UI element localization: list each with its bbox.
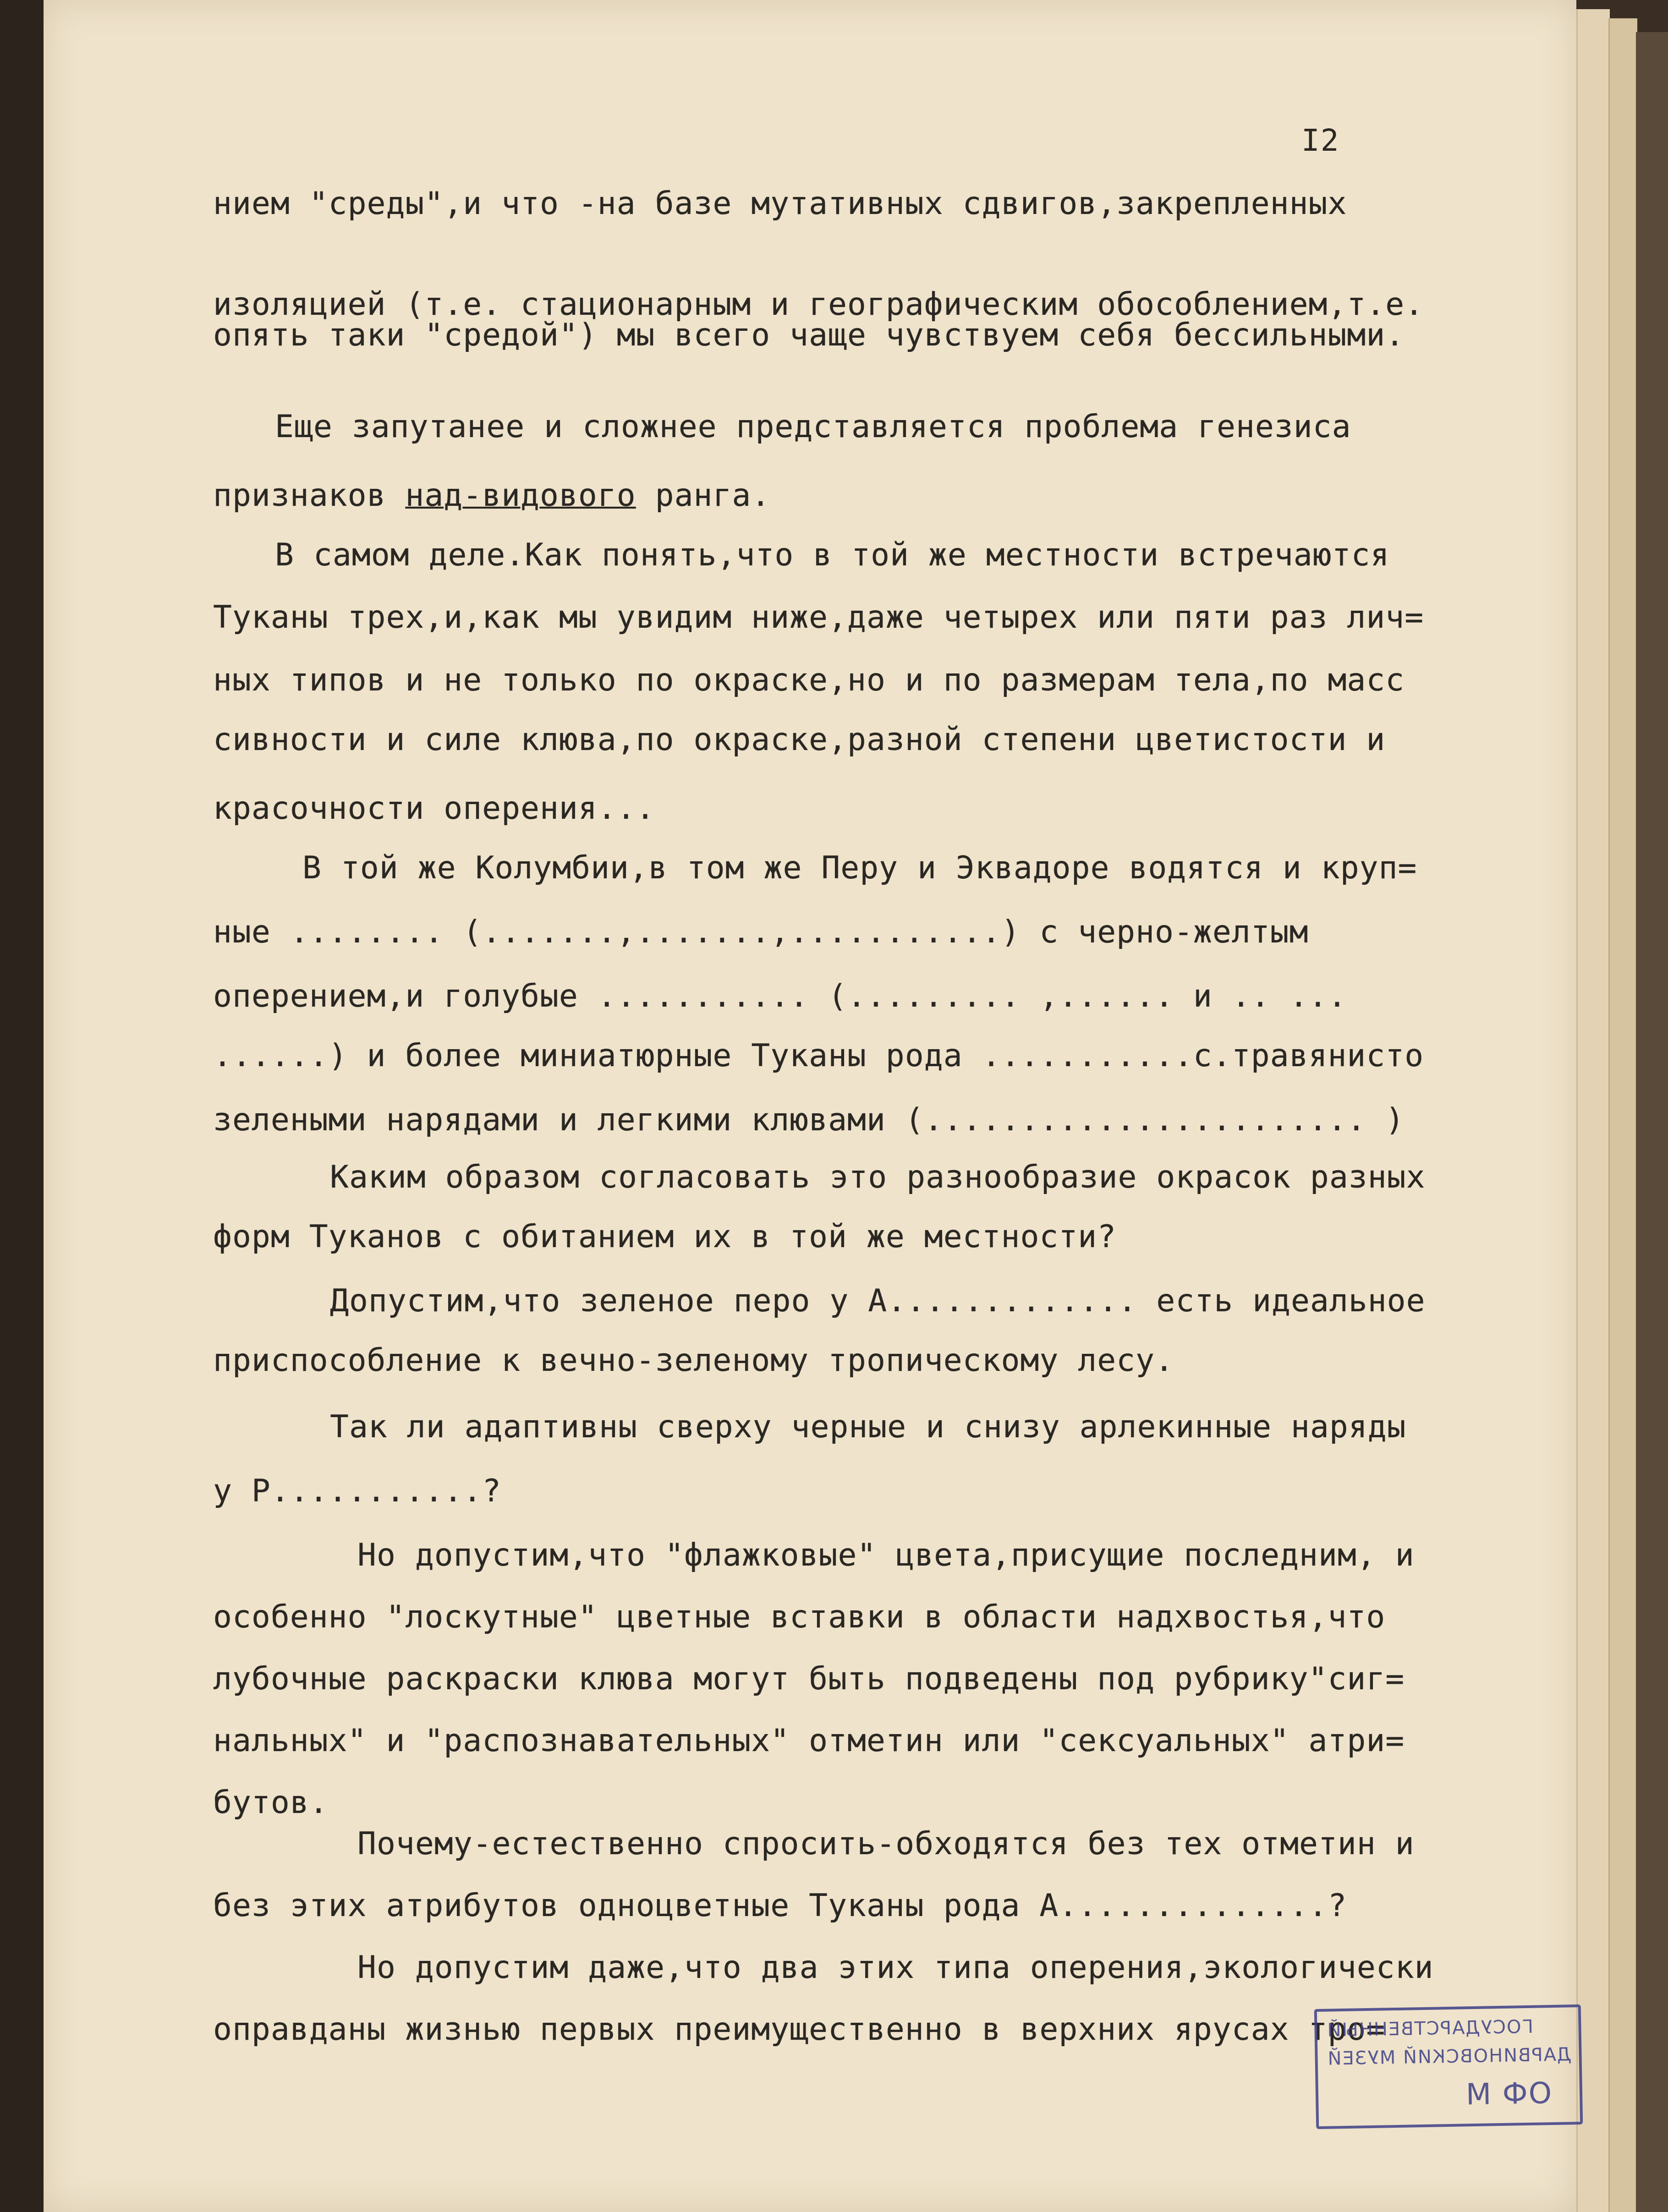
- text-line: Но допустим,что "флажковые" цвета,присущие последним, и: [357, 1537, 1415, 1573]
- text-line: без этих атрибутов одноцветные Туканы рода А..............?: [213, 1888, 1347, 1924]
- page-stack-edge: [1576, 9, 1610, 2212]
- text-line: Допустим,что зеленое перо у А............. есть идеальное: [330, 1283, 1426, 1319]
- page-number: I2: [1301, 123, 1340, 158]
- text-line: Так ли адаптивны сверху черные и снизу арлекинные наряды: [330, 1409, 1406, 1445]
- text-line: форм Туканов с обитанием их в той же местности?: [213, 1219, 1117, 1255]
- text-line: [213, 477, 770, 514]
- text-line: оперением,и голубые ........... (......... ,...... и .. ...: [213, 978, 1347, 1014]
- text-line: особенно "лоскутные" цветные вставки в области надхвостья,что: [213, 1599, 1386, 1635]
- text-line: ных типов и не только по окраске,но и по размерам тела,по масс: [213, 662, 1405, 698]
- text-line: красочности оперения...: [213, 790, 655, 827]
- page-stack-edge: [1636, 32, 1668, 2212]
- text-line: зелеными нарядами и легкими клювами (....................... ): [213, 1102, 1405, 1138]
- text-line: опять таки "средой") мы всего чаще чувствуем себя бессильными.: [213, 317, 1405, 353]
- stamp-line: ДАРВИНОВСКИЙ МУЗЕЙ: [1327, 2044, 1572, 2070]
- text-line: сивности и силе клюва,по окраске,разной степени цветистости и: [213, 722, 1386, 758]
- text-line: Туканы трех,и,как мы увидим ниже,даже четырех или пяти раз лич=: [213, 599, 1424, 635]
- text-line: лубочные раскраски клюва могут быть подведены под рубрику"сиг=: [213, 1661, 1405, 1697]
- binding-edge: [0, 0, 44, 2212]
- page-stack-edge: [1608, 18, 1637, 2212]
- text-line: В самом деле.Как понять,что в той же местности встречаются: [275, 537, 1390, 573]
- text-line: Почему-естественно спросить-обходятся без тех отметин и: [357, 1826, 1415, 1862]
- text-span: ранга.: [636, 477, 771, 514]
- text-line: у Р...........?: [213, 1473, 502, 1509]
- text-line: приспособление к вечно-зеленому тропическому лесу.: [213, 1342, 1174, 1379]
- text-line: В той же Колумбии,в том же Перу и Эквадоре водятся и круп=: [302, 850, 1417, 886]
- text-line: бутов.: [213, 1785, 329, 1821]
- text-line: изоляцией (т.е. стационарным и географическим обособлением,т.е.: [213, 286, 1424, 323]
- stamp-line: ОФ М: [1465, 2076, 1552, 2112]
- text-line: нальных" и "распознавательных" отметин или "сексуальных" атри=: [213, 1723, 1405, 1759]
- text-line: нием "среды",и что -на базе мутативных сдвигов,закрепленных: [213, 186, 1347, 222]
- text-line: ные ........ (.......,.......,...........) с черно-желтым: [213, 914, 1309, 950]
- museum-stamp: [1314, 2004, 1583, 2129]
- underlined-term: над-видового: [405, 477, 636, 514]
- text-line: Каким образом согласовать это разнообразие окрасок разных: [330, 1159, 1426, 1195]
- text-line: Но допустим даже,что два этих типа оперения,экологически: [357, 1949, 1434, 1986]
- text-line: оправданы жизнью первых преимущественно в верхних ярусах тро=: [213, 2011, 1386, 2048]
- text-line: ......) и более миниатюрные Туканы рода ...........с.травянисто: [213, 1038, 1424, 1074]
- stamp-line: ГОСУДАРСТВЕННЫЙ: [1326, 2016, 1534, 2041]
- text-span: признаков: [213, 477, 406, 514]
- text-line: Еще запутанее и сложнее представляется проблема генезиса: [275, 409, 1351, 445]
